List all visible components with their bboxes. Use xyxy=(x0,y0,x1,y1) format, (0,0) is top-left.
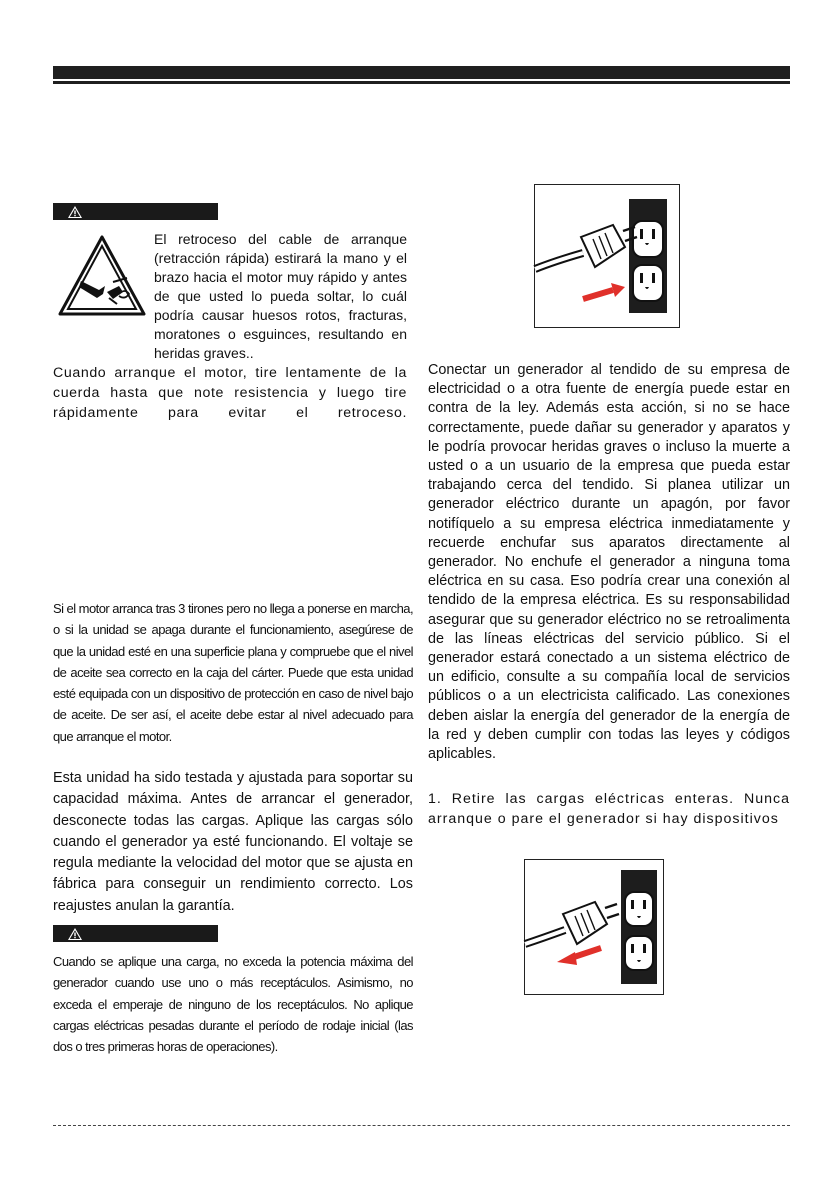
warning-bar-1 xyxy=(53,203,218,220)
plug-into-outlet-icon xyxy=(535,185,679,327)
unplug-from-outlet-icon xyxy=(525,860,663,994)
step1-text: 1. Retire las cargas eléctricas enteras. Nunca arranque o pare el generador si hay dispositivos xyxy=(428,791,790,827)
footer-dashed-rule xyxy=(53,1125,790,1126)
warning2-text: Cuando se aplique una carga, no exceda la potencia máxima del generador cuando use uno o más receptáculos. Asimismo, no exceda el emperaje de ninguno de los receptáculos. No aplique cargas eléctricas pesadas durante el período de rodaje inicial (las dos o tres primeras horas de operaciones). xyxy=(53,954,413,1055)
header-rule-thin xyxy=(53,81,790,84)
warning-bar-2 xyxy=(53,925,218,942)
warning1-text: El retroceso del cable de arranque (retracción rápida) estirará la mano y el brazo hacia el motor muy rápido y antes de que usted lo pueda soltar, lo cuál podría causar huesos rotos, fracturas, moratones o esguinces, resultando en heridas graves.. xyxy=(154,231,407,361)
plug-in-figure xyxy=(534,184,680,328)
oil-note-text: Si el motor arranca tras 3 tirones pero no llega a ponerse en marcha, o si la unidad se apaga durante el funcionamiento, asegúrese de que la unidad esté en una superficie plana y compruebe que el nivel de aceite sea correcto en la caja del cárter. Puede que esta unidad esté equipada con un dispositivo de protección en caso de nivel bajo de aceite. De ser así, el aceite debe estar al nivel adecuado para que arranque el motor. xyxy=(53,601,413,744)
capacity-text: Esta unidad ha sido testada y ajustada para soportar su capacidad máxima. Antes de arrancar el generador, desconecte todas las cargas. Aplique las cargas sólo cuando el generador ya esté funcionando. El voltaje se regula mediante la velocidad del motor que se ajusta en fábrica para conseguir un rendimiento correcto. Los reajustes anulan la garantía. xyxy=(53,770,413,914)
warning-triangle-icon xyxy=(67,205,83,219)
pull-tip-text: Cuando arranque el motor, tire lentamente de la cuerda hasta que note resistencia y luego tire rápidamente para evitar el retroceso. xyxy=(53,365,407,421)
warning-triangle-icon xyxy=(67,927,83,941)
header-rule xyxy=(53,66,790,79)
hand-pulled-by-cord-icon xyxy=(57,234,147,318)
unplug-figure xyxy=(524,859,664,995)
grid-warning-text: Conectar un generador al tendido de su empresa de electricidad o a otra fuente de energía puede estar en contra de la ley. Además esta acción, si no se hace correctamente, puede dañar su generador y aparatos y le podría provocar heridas graves o incluso la muerte a usted o a un usuario de la empresa que pueda estar trabajando cerca del tendido. Si planea utilizar un generador eléctrico durante un apagón, por favor notifíquelo a su empresa eléctrica inmediatamente y recuerde enchufar sus aparatos directamente al generador. No enchufe el generador a ninguna toma eléctrica en su casa. Eso podría crear una conexión al tendido de la empresa eléctrica. Es su responsabilidad asegurar que su generador eléctrico no se retroalimenta de las líneas eléctricas del servicio público. Si el generador estará conectado a un sistema eléctrico de un edificio, consulte a su compañía local de servicios públicos o a un electricista calificado. Las conexiones deben aislar la energía del generador de la energía de la red y deben cumplir con todas las leyes y códigos aplicables. xyxy=(428,362,790,763)
